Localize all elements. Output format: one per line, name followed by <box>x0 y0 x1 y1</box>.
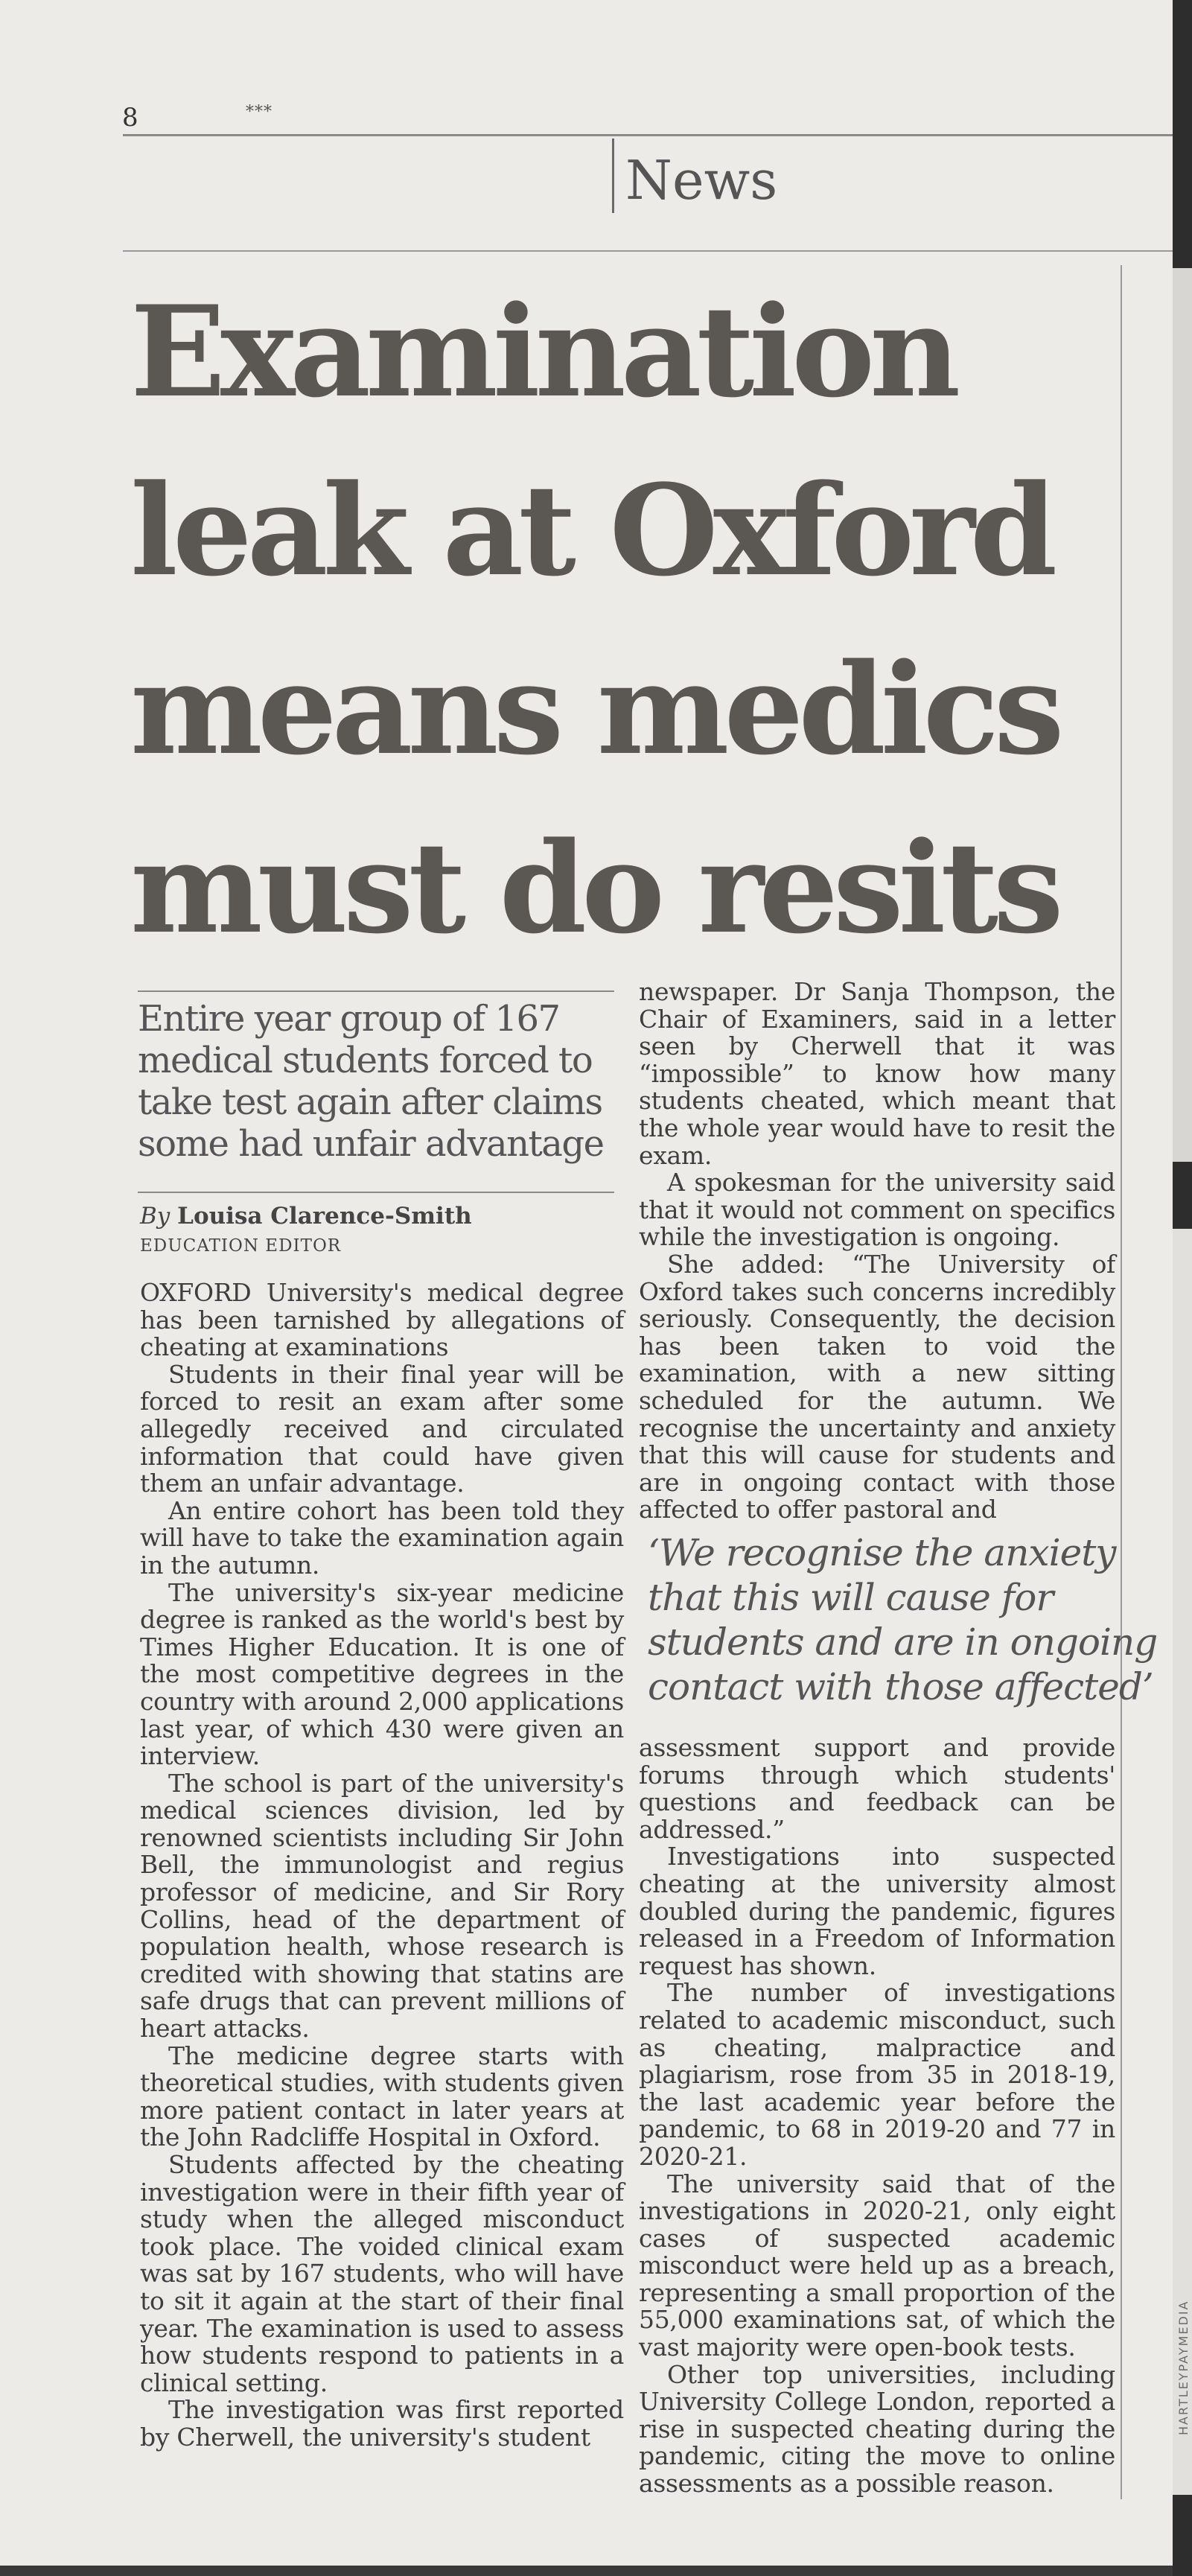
section-title: News <box>625 149 778 212</box>
pull-quote <box>648 1530 1158 1709</box>
byline <box>140 1203 472 1230</box>
paragraph: The medicine degree starts with theoretical studies, with students given more patient contact in later years at the John Radcliffe Hospital in Oxford. <box>140 2041 624 2152</box>
header-rule <box>123 134 1173 136</box>
paragraph: The number of investigations related to academic misconduct, such as cheating, malpractice and plagiarism, rose from 35 in 2018-19, the last academic year before the pandemic, to 68 in 2019-20 and 77 in 2020-21. <box>639 1978 1115 2171</box>
photo-credit: HARTLEYPAYMEDIA <box>1176 2300 1191 2435</box>
edition-ornament: *** <box>246 103 272 121</box>
paragraph: assessment support and provide forums through which students' questions and feedback can be addressed.” <box>639 1733 1115 1844</box>
article-column-2-bottom <box>639 1734 1115 2498</box>
section-divider <box>612 139 614 213</box>
pull-quote-line: that this will cause for <box>648 1576 1054 1619</box>
pull-quote-line: students and are in ongoing <box>648 1621 1158 1664</box>
paragraph: Students affected by the cheating investigation were in their fifth year of study when the alleged misconduct took place. The voided clinical exam was sat by 167 students, who will have to sit it again at the start of their final year. The examination is used to assess how students respond to patients in a clinical setting. <box>140 2150 624 2397</box>
paragraph: An entire cohort has been told they will have to take the examination again in the autumn. <box>140 1495 624 1580</box>
byline-rule <box>138 1192 614 1193</box>
headline-line: must do resits <box>130 814 1059 961</box>
headline-line: leak at Oxford <box>130 457 1053 604</box>
paragraph: The school is part of the university's medical sciences division, led by renowned scientists including Sir John Bell, the immunologist and regius professor of medicine, and Sir Rory Collins, head of the department of population health, whose research is credited with showing that statins are safe drugs that can prevent millions of heart attacks. <box>140 1768 624 2044</box>
headline-line: means medics <box>130 635 1059 783</box>
paragraph: Students in their final year will be forced to resit an exam after some allegedly received and circulated information that could have given them an unfair advantage. <box>140 1359 624 1498</box>
column-rule <box>1121 265 1122 2499</box>
adjacent-page-fragment <box>1173 268 1192 1162</box>
paragraph: The university said that of the investigations in 2020-21, only eight cases of suspected academic misconduct were held up as a breach, representing a small proportion of the 55,000 examinations sat, of which the vast majority were open-book tests. <box>639 2169 1115 2362</box>
paragraph: A spokesman for the university said that it would not comment on specifics while the investigation is ongoing. <box>639 1168 1115 1252</box>
byline-author: Louisa Clarence-Smith <box>177 1203 472 1230</box>
paragraph: The investigation was first reported by Cherwell, the university's student <box>140 2395 624 2452</box>
paragraph: Other top universities, including University College London, reported a rise in suspected cheating during the pandemic, citing the move to online assessments as a possible reason. <box>639 2359 1115 2499</box>
paragraph: She added: “The University of Oxford takes such concerns incredibly seriously. Consequently, the decision has been taken to void the examination, with a new sitting scheduled for the autumn. We recognise the uncertainty and anxiety that this will cause for students and are in ongoing contact with those affected to offer pastoral and <box>639 1249 1115 1524</box>
paragraph: newspaper. Dr Sanja Thompson, the Chair of Examiners, said in a letter seen by Cherwell that it was “impossible” to know how many students cheated, which meant that the whole year would have to resit the exam. <box>639 977 1115 1170</box>
headline-line: Examination <box>130 278 956 425</box>
header-rule-lower <box>123 250 1173 252</box>
headline <box>130 262 1121 977</box>
article-column-2-top <box>639 979 1115 1524</box>
paragraph: Investigations into suspected cheating at the university almost doubled during the pandemic, figures released in a Freedom of Information request has shown. <box>639 1842 1115 1980</box>
pull-quote-line: contact with those affected’ <box>648 1665 1153 1708</box>
standfirst: Entire year group of 167 medical students forced to take test again after claims some had unfair advantage <box>138 998 604 1165</box>
pull-quote-line: ‘We recognise the anxiety <box>648 1531 1116 1574</box>
article-column-1 <box>140 1279 624 2452</box>
standfirst-rule <box>138 990 614 992</box>
paragraph: The university's six-year medicine degree is ranked as the world's best by Times Higher Education. It is one of the most competitive degrees in the country with around 2,000 applications last year, of which 430 were given an interview. <box>140 1577 624 1771</box>
byline-role: EDUCATION EDITOR <box>140 1236 342 1256</box>
byline-prefix: By <box>140 1203 170 1230</box>
paragraph: OXFORD University's medical degree has been tarnished by allegations of cheating at examinations <box>140 1278 624 1362</box>
page-number: 8 <box>122 103 138 133</box>
